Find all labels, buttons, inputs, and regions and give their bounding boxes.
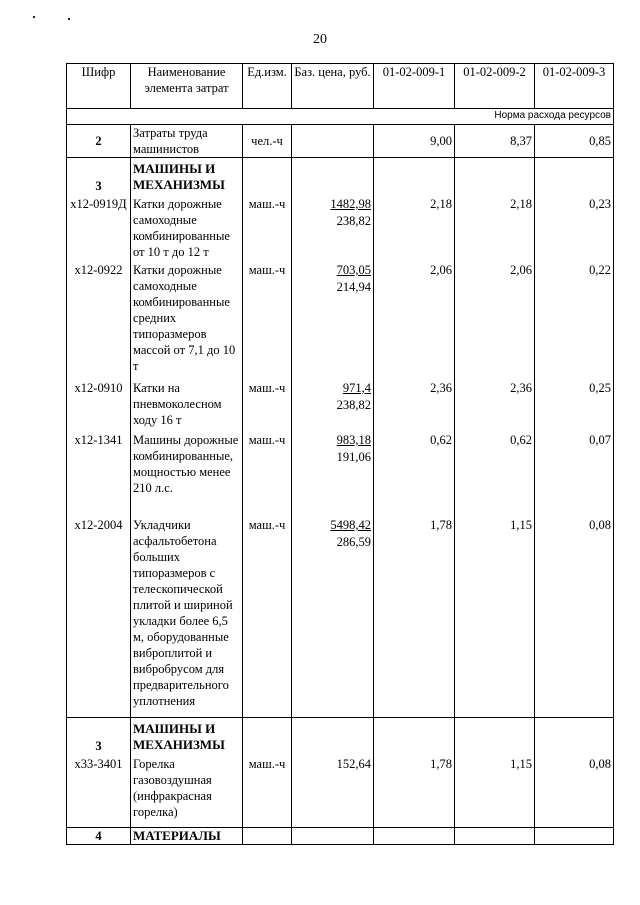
- materials-section: [67, 828, 614, 845]
- machine-v1: 2,36: [430, 381, 452, 395]
- machine-price: [294, 262, 371, 380]
- machine-v1: 2,18: [430, 197, 452, 211]
- section2-item-name: Горелка газовоздушная (инфракрасная горелка): [133, 757, 212, 819]
- machine-unit: маш.-ч: [248, 197, 286, 211]
- machine-unit: маш.-ч: [248, 518, 286, 532]
- machine-code: х12-2004: [74, 518, 123, 532]
- header-col3: 01-02-009-3: [535, 64, 614, 109]
- labor-price: [292, 125, 374, 158]
- machine-price-sub: 238,82: [336, 398, 371, 412]
- machine-v1: 2,06: [430, 263, 452, 277]
- machine-v2: 2,36: [510, 381, 532, 395]
- machine-v2-list: [457, 196, 532, 717]
- section2-price: 152,64: [336, 757, 371, 771]
- empty-cell: [243, 828, 292, 845]
- machine-price-main: 983,18: [336, 433, 371, 447]
- machine-v2: 0,62: [510, 433, 532, 447]
- machine-name: Катки дорожные самоходные комбинированные от 10 т до 12 т: [133, 197, 230, 259]
- section2-unit: маш.-ч: [248, 757, 286, 771]
- machine-units-list: [243, 196, 291, 717]
- labor-unit: чел.-ч: [243, 125, 292, 158]
- section-code: 3: [95, 179, 102, 193]
- labor-v3: 0,85: [535, 125, 614, 158]
- header-name: Наименование элемента затрат: [131, 64, 243, 109]
- header-unit: Ед.изм.: [243, 64, 292, 109]
- materials-title: МАТЕРИАЛЫ: [131, 828, 243, 845]
- header-col2: 01-02-009-2: [455, 64, 535, 109]
- machine-name: Машины дорожные комбинированные, мощностью менее 210 л.с.: [133, 433, 239, 495]
- machine-v3: 0,25: [589, 381, 611, 395]
- scan-speck: [33, 16, 35, 18]
- machine-code: х12-0919Д: [70, 197, 127, 211]
- machine-code: х12-0910: [74, 381, 123, 395]
- norm-label: Норма расхода ресурсов: [67, 109, 614, 125]
- machine-v3-list: [537, 196, 611, 717]
- machine-price-sub: 238,82: [336, 214, 371, 228]
- machine-v2: 2,18: [510, 197, 532, 211]
- resource-norm-table: [66, 63, 614, 845]
- labor-name: Затраты труда машинистов: [131, 125, 243, 158]
- section2-title: МАШИНЫ И МЕХАНИЗМЫ: [133, 721, 225, 752]
- scan-speck: [68, 18, 70, 20]
- machine-v2: 1,15: [510, 518, 532, 532]
- machine-price-sub: 286,59: [336, 535, 371, 549]
- empty-cell: [292, 828, 374, 845]
- machine-v3: 0,23: [589, 197, 611, 211]
- table-row: [67, 125, 614, 158]
- section2-v1: 1,78: [430, 757, 452, 771]
- machine-v1: 1,78: [430, 518, 452, 532]
- machine-price: [294, 196, 371, 262]
- machine-name: Катки на пневмоколесном ходу 16 т: [133, 381, 222, 427]
- machine-prices-list: [294, 196, 371, 717]
- machine-v2: 2,06: [510, 263, 532, 277]
- empty-cell: [535, 828, 614, 845]
- machine-v1: 0,62: [430, 433, 452, 447]
- labor-v2: 8,37: [455, 125, 535, 158]
- labor-code: 2: [67, 125, 131, 158]
- machine-name: Катки дорожные самоходные комбинированные средних типоразмеров массой от 7,1 до 10 т: [133, 263, 236, 373]
- header-code: Шифр: [67, 64, 131, 109]
- section2-v3: 0,08: [589, 757, 611, 771]
- machine-code: х12-1341: [74, 433, 123, 447]
- machine-v3: 0,08: [589, 518, 611, 532]
- machine-price-main: 1482,98: [330, 197, 371, 211]
- materials-code: 4: [67, 828, 131, 845]
- machine-price-sub: 191,06: [336, 450, 371, 464]
- machines-section: [67, 158, 614, 718]
- machine-price-sub: 214,94: [336, 280, 371, 294]
- machine-unit: маш.-ч: [248, 433, 286, 447]
- machine-price: [294, 432, 371, 517]
- machine-names-list: [133, 196, 240, 717]
- machine-v3: 0,07: [589, 433, 611, 447]
- empty-cell: [455, 828, 535, 845]
- section-title: МАШИНЫ И МЕХАНИЗМЫ: [133, 161, 225, 192]
- empty-cell: [374, 828, 455, 845]
- page-number: 20: [313, 32, 327, 47]
- section2-v2: 1,15: [510, 757, 532, 771]
- machine-unit: маш.-ч: [248, 381, 286, 395]
- machine-codes-list: [67, 196, 130, 717]
- header-price: Баз. цена, руб.: [292, 64, 374, 109]
- machine-v3: 0,22: [589, 263, 611, 277]
- machine-unit: маш.-ч: [248, 263, 286, 277]
- labor-v1: 9,00: [374, 125, 455, 158]
- machine-price: [294, 517, 371, 717]
- machines-section-2: [67, 718, 614, 828]
- machine-price-main: 971,4: [342, 381, 371, 395]
- section2-code: 3: [95, 739, 102, 753]
- section2-item-code: х33-3401: [74, 757, 123, 771]
- machine-price-main: 5498,42: [330, 518, 371, 532]
- header-col1: 01-02-009-1: [374, 64, 455, 109]
- table-header-row: [67, 64, 614, 109]
- norm-label-row: [67, 109, 614, 125]
- machine-v1-list: [376, 196, 452, 717]
- machine-price: [294, 380, 371, 432]
- machine-name: Укладчики асфальтобетона больших типоразмеров с телескопической плитой и шириной укладки более 6,5 м, оборудованные виброплитой и вибробрусом для предварительного уплотнения: [133, 518, 233, 708]
- machine-code: х12-0922: [74, 263, 123, 277]
- machine-price-main: 703,05: [336, 263, 371, 277]
